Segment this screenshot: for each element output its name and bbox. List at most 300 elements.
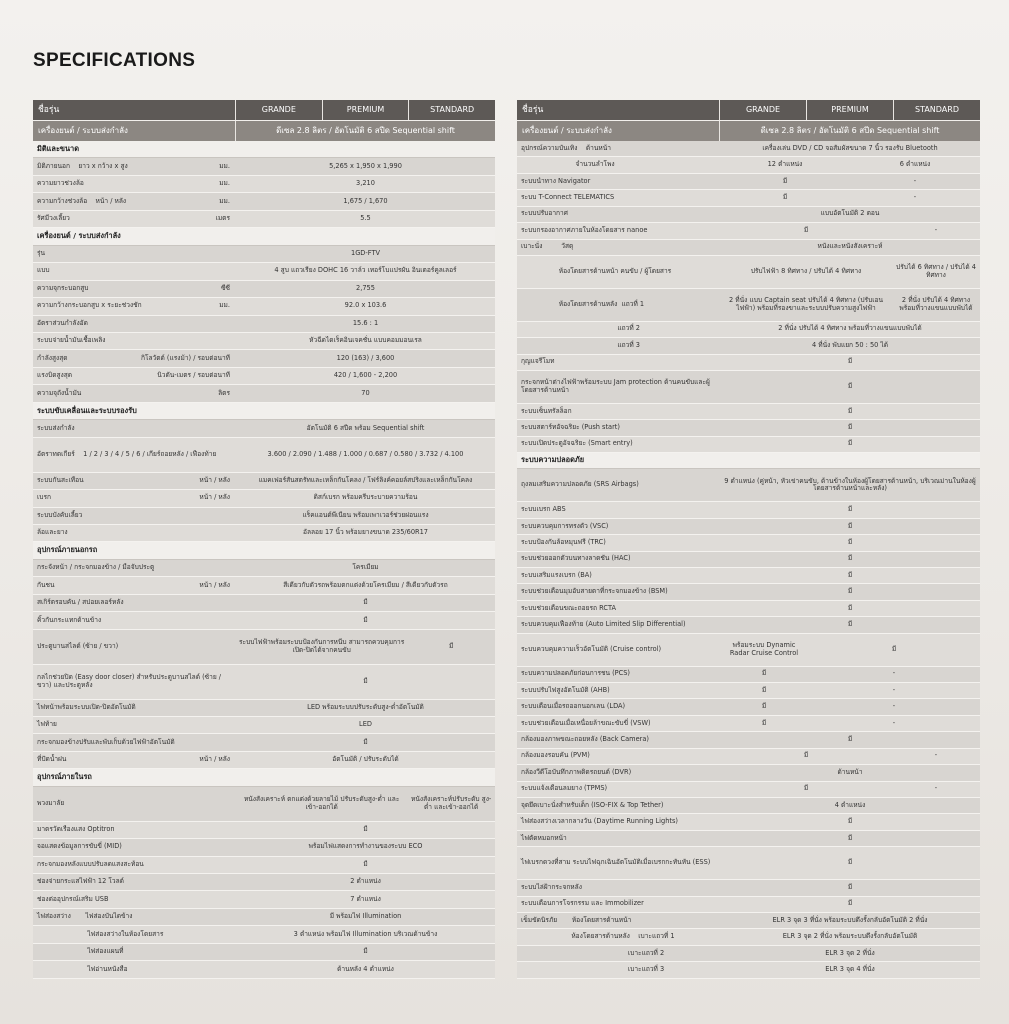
- spec-label: [33, 420, 236, 436]
- spec-value: 3,210: [356, 179, 375, 188]
- spec-label: [33, 822, 236, 838]
- spec-value: มี: [847, 735, 853, 744]
- spec-value: มี: [847, 899, 853, 908]
- spec-value: มี: [847, 537, 853, 546]
- spec-row: [517, 831, 980, 847]
- spec-row: [33, 176, 495, 193]
- spec-label: [517, 716, 720, 731]
- section-rows: [33, 420, 495, 542]
- spec-value: 3.600 / 2.090 / 1.488 / 1.000 / 0.687 / 0.580 / 3.732 / 4.100: [267, 449, 464, 458]
- spec-label: [517, 502, 720, 517]
- spec-label: [517, 256, 720, 288]
- spec-value: [720, 782, 980, 797]
- spec-unit: เมตร: [215, 214, 230, 223]
- spec-value: มี: [847, 521, 853, 530]
- spec-label: [517, 732, 720, 747]
- spec-label: [33, 874, 236, 890]
- spec-value-part: ปรับไฟฟ้า 8 ทิศทาง / ปรับได้ 4 ทิศทาง: [750, 266, 862, 275]
- spec-value-part: มี: [448, 641, 454, 650]
- spec-value: [720, 256, 980, 288]
- spec-value: 3 ตำแหน่ง พร้อมไฟ Illumination บริเวณด้านข้าง: [293, 929, 438, 938]
- spec-label: [517, 289, 720, 321]
- spec-value: มี พร้อมไฟ Illumination: [329, 912, 402, 921]
- spec-row: [517, 798, 980, 814]
- spec-label-text: แถวที่ 2: [521, 324, 641, 333]
- spec-row: [33, 857, 495, 874]
- spec-value: มี: [847, 439, 853, 448]
- spec-label-text: ระบบควบคุมความเร็วอัตโนมัติ (Cruise control): [521, 644, 662, 653]
- spec-label: [517, 831, 720, 846]
- spec-label-text: มิติภายนอก ยาว x กว้าง x สูง: [37, 161, 128, 170]
- spec-value-part: หนังสังเคราะห์ปรับระดับ สูง-ต่ำ และเข้า-ออกได้: [411, 794, 492, 811]
- spec-label-text: ช่องต่ออุปกรณ์เสริม USB: [37, 894, 109, 903]
- spec-value-part: 2 ที่นั่ง ปรับได้ 4 ทิศทาง พร้อมที่วางแขนแบบพับได้: [899, 295, 973, 312]
- spec-value: มี: [847, 505, 853, 514]
- spec-label: [33, 385, 236, 401]
- spec-value: LED: [359, 720, 372, 729]
- spec-row: [517, 617, 980, 633]
- spec-label-text: เข็มขัดนิรภัย ห้องโดยสารด้านหน้า: [521, 915, 632, 924]
- spec-label: [33, 839, 236, 855]
- spec-label-text: ความยาวช่วงล้อ: [37, 179, 84, 188]
- spec-label: [517, 519, 720, 534]
- spec-value: มี: [363, 615, 368, 624]
- spec-label: [517, 371, 720, 403]
- spec-row: [517, 584, 980, 600]
- spec-value-part: มี: [782, 176, 788, 185]
- engine-summary-row: [517, 121, 980, 141]
- spec-unit: กิโลวัตต์ (แรงม้า) / รอบต่อนาที: [140, 353, 230, 362]
- spec-label-text: ไฟส่องสว่าง ไฟส่องบันไดข้าง: [37, 912, 133, 921]
- spec-value-part: 2 ที่นั่ง แบบ Captain seat ปรับได้ 4 ทิศทาง (ปรับเอนไฟฟ้า) พร้อมที่รองขาและระบบปรับความสูงไฟฟ้า: [729, 295, 883, 312]
- spec-label: [517, 913, 720, 928]
- spec-label-text: ระบบจ่ายน้ำมันเชื้อเพลิง: [37, 336, 106, 345]
- spec-label-text: ล้อและยาง: [37, 528, 68, 537]
- spec-value-part: มี: [891, 644, 897, 653]
- spec-value: มี: [847, 357, 853, 366]
- spec-label: [517, 568, 720, 583]
- spec-label: [33, 368, 236, 384]
- spec-value: มี: [847, 817, 853, 826]
- spec-unit: มม.: [219, 301, 230, 310]
- spec-value: สีเดียวกับตัวรถพร้อมตกแต่งด้วยโครเมียม / สีเดียวกับตัวรถ: [283, 580, 448, 589]
- spec-unit: มม.: [219, 179, 230, 188]
- spec-row: [517, 207, 980, 223]
- spec-label-text: ระบบกันสะเทือน: [37, 475, 84, 484]
- spec-unit: หน้า / หลัง: [199, 475, 230, 484]
- spec-label: [517, 617, 720, 632]
- spec-label: [33, 717, 236, 733]
- spec-label: [517, 601, 720, 616]
- spec-value: มี: [363, 737, 368, 746]
- spec-value: ELR 3 จุด 4 ที่นั่ง: [825, 964, 875, 973]
- spec-row: [517, 667, 980, 683]
- spec-label-text: ระบบช่วยเตือนขณะถอยรถ RCTA: [521, 603, 616, 612]
- spec-value-part: -: [892, 669, 896, 678]
- grade-grande: GRANDE: [720, 100, 807, 120]
- spec-label: [517, 141, 720, 156]
- spec-row: [517, 962, 980, 978]
- spec-value: มี: [363, 947, 368, 956]
- spec-value: แมคเฟอร์สันสตรัทและเหล็กกันโคลง / โฟร์ลิงค์คอยล์สปริงและเหล็กกันโคลง: [258, 475, 473, 484]
- spec-label-text: เบาะแถวที่ 3: [521, 964, 665, 973]
- spec-row: [33, 420, 495, 437]
- spec-label: [33, 316, 236, 332]
- spec-row: [33, 158, 495, 175]
- spec-label-text: ระบบแจ้งเตือนลมยาง (TPMS): [521, 784, 608, 793]
- spec-unit: ซีซี: [221, 283, 230, 292]
- spec-label: [33, 333, 236, 349]
- spec-label-text: กระจกหน้าต่างไฟฟ้าพร้อมระบบ Jam protection ด้านคนขับและผู้โดยสารด้านหน้า: [521, 377, 710, 394]
- spec-value: [720, 223, 980, 238]
- spec-label: [33, 158, 236, 174]
- spec-value: 15.6 : 1: [352, 318, 379, 327]
- model-name-label: ชื่อรุ่น: [33, 100, 236, 120]
- spec-row: [33, 891, 495, 908]
- spec-value-part: -: [934, 751, 938, 760]
- spec-label: [33, 961, 236, 977]
- spec-label-text: กล้องวีดีโอบันทึกภาพติดรถยนต์ (DVR): [521, 767, 632, 776]
- spec-row: [33, 961, 495, 978]
- spec-value: [720, 174, 980, 189]
- spec-row: [517, 404, 980, 420]
- spec-row: [33, 298, 495, 315]
- spec-label: [517, 847, 720, 879]
- spec-row: [517, 568, 980, 584]
- spec-value-part: -: [892, 718, 896, 727]
- spec-label-text: แบบ: [37, 266, 50, 275]
- spec-row: [33, 839, 495, 856]
- spec-row: [33, 316, 495, 333]
- spec-label: [33, 211, 236, 227]
- spec-row: [33, 560, 495, 577]
- spec-unit: หน้า / หลัง: [199, 580, 230, 589]
- spec-label: [33, 595, 236, 611]
- spec-label-text: ระบบเตือนการโจรกรรม และ Immobilizer: [521, 899, 644, 908]
- spec-value-part: มี: [782, 193, 788, 202]
- spec-label-text: ระบบ T-Connect TELEMATICS: [521, 193, 615, 202]
- spec-value: [720, 683, 980, 698]
- spec-value: LED พร้อมระบบปรับระดับสูง-ต่ำอัตโนมัติ: [307, 702, 424, 711]
- spec-label: [33, 193, 236, 209]
- engine-summary-label: เครื่องยนต์ / ระบบส่งกำลัง: [33, 121, 236, 141]
- spec-label-text: รัศมีวงเลี้ยว: [37, 214, 70, 223]
- spec-row: [517, 371, 980, 404]
- spec-value: [720, 289, 980, 321]
- spec-value: 7 ตำแหน่ง: [350, 894, 381, 903]
- spec-row: [33, 368, 495, 385]
- spec-label: [517, 157, 720, 172]
- spec-value: มี: [847, 833, 853, 842]
- page-title: SPECIFICATIONS: [33, 50, 196, 71]
- spec-label-text: ระบบป้องกันล้อหมุนฟรี (TRC): [521, 537, 606, 546]
- section-title: อุปกรณ์ภายนอกรถ: [33, 542, 495, 559]
- spec-table-left: [33, 100, 495, 979]
- spec-label: [33, 612, 236, 628]
- spec-label: [33, 891, 236, 907]
- spec-label-text: ไฟส่องสว่างในห้องโดยสาร: [37, 929, 164, 938]
- spec-label: [33, 577, 236, 593]
- spec-row: [33, 350, 495, 367]
- spec-label-text: ระบบบังคับเลี้ยว: [37, 510, 83, 519]
- spec-unit: หน้า / หลัง: [199, 493, 230, 502]
- spec-row: [517, 157, 980, 173]
- spec-label: [33, 909, 236, 925]
- spec-label-text: ความกว้างกระบอกสูบ x ระยะช่วงชัก: [37, 301, 142, 310]
- spec-label-text: ระบบปรับอากาศ: [521, 209, 568, 218]
- spec-row: [33, 734, 495, 751]
- spec-value: อัตโนมัติ 6 สปีด พร้อม Sequential shift: [306, 423, 425, 432]
- spec-label-text: กระจังหน้า / กระจกมองข้าง / มือจับประตู: [37, 563, 155, 572]
- spec-label: [33, 350, 236, 366]
- spec-value: [236, 787, 495, 821]
- spec-label: [517, 535, 720, 550]
- spec-label: [33, 298, 236, 314]
- spec-value: โครเมียม: [352, 563, 379, 572]
- spec-value-part: มี: [803, 751, 809, 760]
- spec-label: [517, 174, 720, 189]
- spec-value-part: 12 ตำแหน่ง: [767, 160, 803, 169]
- spec-label: [517, 469, 720, 501]
- spec-label: [517, 190, 720, 205]
- spec-value: ดิสก์เบรก พร้อมครีบระบายความร้อน: [313, 493, 418, 502]
- spec-label: [517, 338, 720, 353]
- spec-value-part: -: [892, 702, 896, 711]
- grade-standard: STANDARD: [914, 105, 959, 115]
- spec-label-text: ระบบไล่ฝ้ากระจกหลัง: [521, 882, 582, 891]
- engine-summary-value: ดีเซล 2.8 ลิตร / อัตโนมัติ 6 สปีด Sequential shift: [760, 126, 940, 136]
- spec-value: 1GD-FTV: [351, 248, 380, 257]
- spec-value: มี: [847, 570, 853, 579]
- spec-label-text: กระจกมองหลังแบบปรับลดแสงสะท้อน: [37, 859, 144, 868]
- spec-value: หนังและหนังสังเคราะห์: [817, 242, 883, 251]
- spec-value: 92.0 x 103.6: [344, 301, 387, 310]
- spec-label: [517, 552, 720, 567]
- spec-label: [33, 787, 236, 821]
- spec-row: [33, 630, 495, 665]
- spec-label-text: แถวที่ 3: [521, 340, 641, 349]
- spec-label-text: ระบบควบคุมเฟืองท้าย (Auto Limited Slip Differential): [521, 620, 686, 629]
- spec-value: 1,675 / 1,670: [343, 196, 388, 205]
- spec-value: มี: [847, 620, 853, 629]
- spec-label: [517, 782, 720, 797]
- spec-unit: นิวตัน-เมตร / รอบต่อนาที: [157, 371, 230, 380]
- spec-row: [517, 929, 980, 945]
- spec-value: อัตโนมัติ / ปรับระดับได้: [332, 755, 399, 764]
- spec-label-text: ระบบเปิดประตูอัจฉริยะ (Smart entry): [521, 439, 633, 448]
- spec-row: [517, 814, 980, 830]
- spec-label: [33, 246, 236, 262]
- spec-label-text: คิ้วกันกระแทกด้านข้าง: [37, 615, 102, 624]
- spec-row: [33, 193, 495, 210]
- spec-value: [236, 630, 495, 664]
- spec-value: เครื่องเล่น DVD / CD จอสัมผัสขนาด 7 นิ้ว รองรับ Bluetooth: [762, 143, 938, 152]
- spec-label-text: ระบบช่วยออกตัวบนทางลาดชัน (HAC): [521, 554, 631, 563]
- spec-label-text: ช่องจ่ายกระแสไฟฟ้า 12 โวลต์: [37, 877, 124, 886]
- spec-value: พร้อมไฟแสดงการทำงานของระบบ ECO: [308, 842, 423, 851]
- spec-label-text: ระบบเซ็นทรัลล็อก: [521, 406, 572, 415]
- spec-row: [517, 223, 980, 239]
- spec-label-text: ความจุถังน้ำมัน: [37, 388, 82, 397]
- section-title: ระบบขับเคลื่อนและระบบรองรับ: [33, 403, 495, 420]
- spec-value: 120 (163) / 3,600: [336, 353, 395, 362]
- spec-row: [33, 944, 495, 961]
- spec-row: [517, 519, 980, 535]
- spec-label-text: ห้องโดยสารด้านหลัง แถวที่ 1: [521, 299, 645, 308]
- spec-row: [33, 211, 495, 228]
- spec-value: ELR 3 จุด 2 ที่นั่ง: [825, 948, 875, 957]
- spec-row: [517, 634, 980, 667]
- spec-row: [517, 699, 980, 715]
- spec-value: มี: [847, 381, 853, 390]
- spec-value: แบบอัตโนมัติ 2 ตอน: [820, 209, 880, 218]
- spec-row: [517, 355, 980, 371]
- spec-value-part: มี: [761, 702, 767, 711]
- spec-label-text: ประตูบานสไลด์ (ซ้าย / ขวา): [37, 641, 119, 650]
- engine-summary-label: เครื่องยนต์ / ระบบส่งกำลัง: [517, 121, 720, 141]
- spec-label: [517, 634, 720, 666]
- spec-row: [33, 385, 495, 402]
- spec-row: [33, 333, 495, 350]
- spec-label: [517, 223, 720, 238]
- spec-row: [517, 535, 980, 551]
- spec-label: [33, 281, 236, 297]
- spec-value-part: มี: [803, 784, 809, 793]
- spec-body-left: [33, 141, 495, 979]
- spec-value: 70: [361, 388, 370, 397]
- spec-body-right: [517, 141, 980, 979]
- spec-value: [720, 157, 980, 172]
- spec-value-part: หนังสังเคราะห์ ตกแต่งด้วยลายไม้ ปรับระดับสูง-ต่ำ และเข้า-ออกได้: [243, 794, 400, 811]
- grade-grande: GRANDE: [236, 100, 323, 120]
- spec-value: [720, 634, 980, 666]
- spec-value: [720, 749, 980, 764]
- spec-value: มี: [847, 554, 853, 563]
- section-title: เครื่องยนต์ / ระบบส่งกำลัง: [33, 228, 495, 245]
- spec-value: มี: [363, 859, 368, 868]
- spec-value-part: มี: [761, 669, 767, 678]
- spec-label-text: ระบบนำทาง Navigator: [521, 176, 591, 185]
- spec-value: หัวฉีดไดเร็คอินเจคชั่น แบบคอมมอนเรล: [309, 336, 422, 345]
- spec-row: [33, 874, 495, 891]
- spec-label: [517, 765, 720, 780]
- spec-row: [517, 437, 980, 453]
- spec-label-text: ระบบความปลอดภัยก่อนการชน (PCS): [521, 669, 630, 678]
- spec-row: [517, 141, 980, 157]
- spec-label-text: อัตราส่วนกำลังอัด: [37, 318, 88, 327]
- section-rows: [33, 158, 495, 228]
- spec-label: [33, 700, 236, 716]
- spec-row: [517, 552, 980, 568]
- spec-value-part: มี: [761, 718, 767, 727]
- spec-value-part: -: [934, 225, 938, 234]
- spec-label: [517, 584, 720, 599]
- spec-label: [33, 630, 236, 664]
- spec-row: [517, 322, 980, 338]
- spec-unit: หน้า / หลัง: [199, 755, 230, 764]
- spec-label-text: ระบบเบรก ABS: [521, 505, 566, 514]
- spec-label: [517, 683, 720, 698]
- model-name-label: ชื่อรุ่น: [517, 100, 720, 120]
- spec-value: มี: [847, 603, 853, 612]
- spec-row: [33, 577, 495, 594]
- spec-label-text: อัตราทดเกียร์ 1 / 2 / 3 / 4 / 5 / 6 / เกียร์ถอยหลัง / เฟืองท้าย: [37, 449, 217, 458]
- spec-row: [517, 913, 980, 929]
- spec-value: มี: [363, 824, 368, 833]
- spec-row: [33, 595, 495, 612]
- spec-label-text: ถุงลมเสริมความปลอดภัย (SRS Airbags): [521, 480, 639, 489]
- spec-row: [517, 716, 980, 732]
- spec-label-text: ไฟอ่านหนังสือ: [37, 964, 128, 973]
- spec-label: [33, 490, 236, 506]
- spec-value-part: มี: [803, 225, 809, 234]
- spec-value-part: -: [913, 176, 917, 185]
- spec-row: [33, 787, 495, 822]
- spec-label-text: แรงบิดสูงสุด: [37, 371, 73, 380]
- spec-label: [517, 240, 720, 255]
- spec-value: 420 / 1,600 - 2,200: [333, 371, 398, 380]
- spec-row: [33, 473, 495, 490]
- spec-value: 5.5: [360, 214, 371, 223]
- spec-row: [33, 700, 495, 717]
- spec-row: [33, 612, 495, 629]
- spec-label-text: ระบบกรองอากาศภายในห้องโดยสาร nanoe: [521, 225, 648, 234]
- spec-label: [33, 665, 236, 699]
- spec-unit: มม.: [219, 196, 230, 205]
- spec-row: [33, 525, 495, 542]
- spec-label: [33, 508, 236, 524]
- spec-row: [517, 847, 980, 880]
- spec-label: [517, 420, 720, 435]
- spec-label: [517, 880, 720, 895]
- spec-label-text: ระบบช่วยเตือนเมื่อเหนื่อยล้าขณะขับขี่ (VSW): [521, 718, 651, 727]
- spec-row: [33, 246, 495, 263]
- spec-label-text: พวงมาลัย: [37, 798, 65, 807]
- spec-label-text: ระบบสตาร์ทอัจฉริยะ (Push start): [521, 422, 620, 431]
- spec-label: [517, 437, 720, 452]
- spec-table-right: [517, 100, 980, 979]
- spec-label: [33, 438, 236, 472]
- spec-row: [517, 420, 980, 436]
- spec-label-text: ไฟส่องแผนที่: [37, 947, 124, 956]
- spec-value: 4 สูบ แถวเรียง DOHC 16 วาล์ว เทอร์โบแปรผัน อินเตอร์คูลเลอร์: [274, 266, 457, 275]
- spec-label: [517, 814, 720, 829]
- spec-value: มี: [847, 858, 853, 867]
- spec-value: มี: [363, 676, 368, 685]
- spec-value-part: -: [892, 685, 896, 694]
- section-rows: [517, 469, 980, 978]
- spec-row: [33, 926, 495, 943]
- spec-label-text: ความกว้างช่วงล้อ หน้า / หลัง: [37, 196, 127, 205]
- spec-value: ด้านหน้า: [837, 767, 863, 776]
- spec-label: [33, 857, 236, 873]
- spec-row: [33, 438, 495, 473]
- section-rows: [33, 560, 495, 769]
- spec-row: [517, 897, 980, 913]
- spec-label-text: ระบบปรับไฟสูงอัตโนมัติ (AHB): [521, 685, 610, 694]
- spec-label-text: ไฟเบรกดวงที่สาม ระบบไฟฉุกเฉินอัตโนมัติเมื่อเบรกกะทันหัน (ESS): [521, 858, 711, 867]
- spec-label-text: มาตรวัดเรืองแสง Optitron: [37, 824, 115, 833]
- spec-row: [517, 190, 980, 206]
- spec-label-text: ไฟตัดหมอกหน้า: [521, 833, 567, 842]
- spec-label-text: ห้องโดยสารด้านหลัง เบาะแถวที่ 1: [521, 932, 675, 941]
- spec-value: ด้านหลัง 4 ตำแหน่ง: [337, 964, 394, 973]
- spec-label: [517, 946, 720, 961]
- spec-row: [33, 508, 495, 525]
- spec-row: [517, 765, 980, 781]
- spec-value-part: มี: [761, 685, 767, 694]
- section-title: มิติและขนาด: [33, 141, 495, 158]
